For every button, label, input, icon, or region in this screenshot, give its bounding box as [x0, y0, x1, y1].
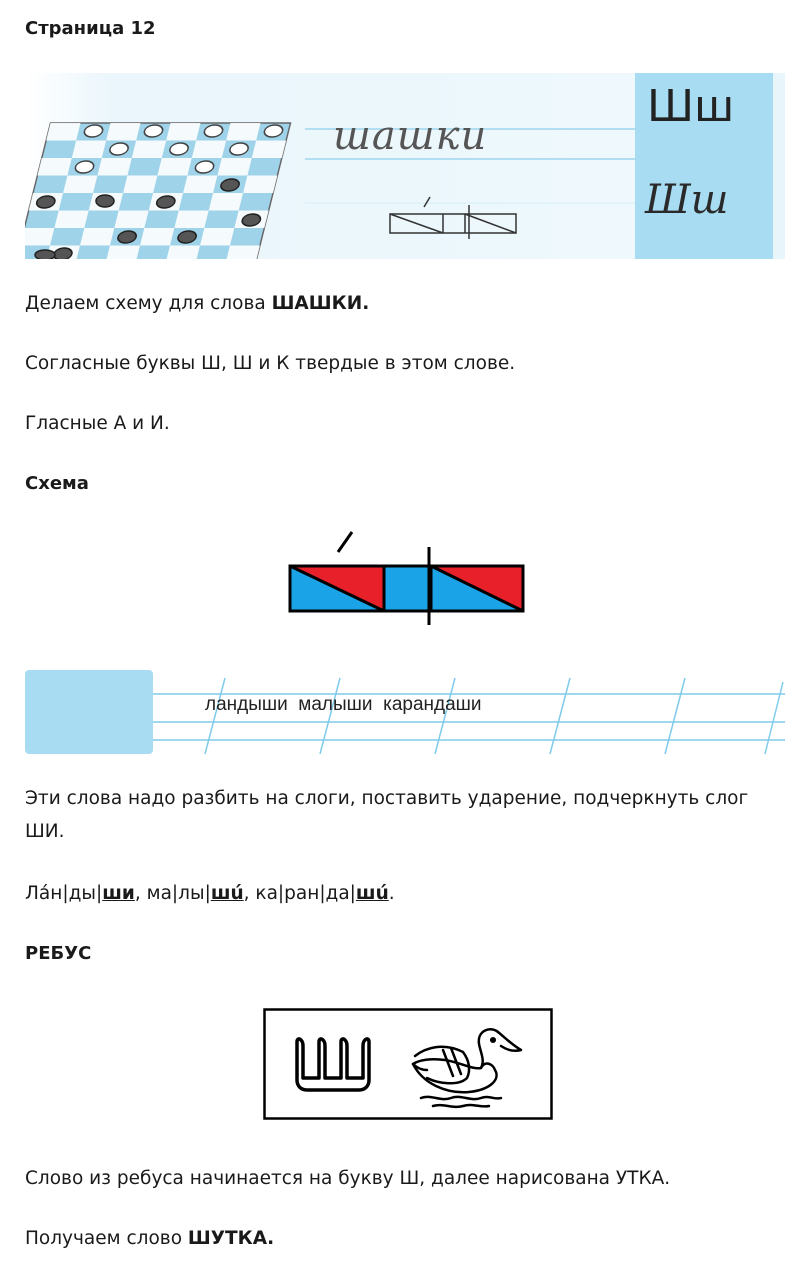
rebus-heading: РЕБУС: [25, 943, 92, 964]
schema-heading: Схема: [25, 473, 89, 494]
word-2-shi: шú: [210, 883, 244, 904]
paragraph-1-text: Делаем схему для слова: [25, 293, 272, 314]
period: .: [388, 883, 395, 904]
cursive-letters: Шш: [645, 177, 729, 223]
word-schema: [280, 525, 530, 630]
paragraph-4-line-2: ШИ.: [25, 821, 65, 842]
schema-middle-blue: [384, 566, 431, 611]
paragraph-6: [25, 1225, 274, 1253]
word-1-part: Ла́н|ды|: [25, 883, 103, 904]
word-3-part: ка|ран|да|: [255, 883, 356, 904]
paragraph-2: Согласные буквы Ш, Ш и К твердые в этом слове.: [25, 353, 516, 374]
word-2-part: ма|лы|: [146, 883, 211, 904]
textbook-banner-words: [25, 670, 785, 754]
paragraph-1-bold: ШАШКИ.: [271, 293, 370, 314]
paragraph-3: Гласные А и И.: [25, 413, 170, 434]
rebus-image: [263, 1008, 553, 1120]
paragraph-4-line-1: Эти слова надо разбить на слоги, поставить ударение, подчеркнуть слог: [25, 788, 749, 809]
word-1-shi: ши: [102, 883, 135, 904]
word-3-shi: шú: [355, 883, 389, 904]
paragraph-6-bold: ШУТКА.: [187, 1228, 275, 1249]
print-letters: Шш: [647, 81, 735, 132]
paragraph-1: [25, 290, 369, 318]
separator: ,: [243, 883, 256, 904]
cursive-word: шашки: [333, 113, 488, 159]
syllable-breakdown: [25, 880, 395, 908]
textbook-banner-shashki: [25, 73, 785, 259]
practice-words: ландыши малыши карандаши: [205, 694, 482, 715]
page-title: Страница 12: [25, 18, 156, 39]
paragraph-5: Слово из ребуса начинается на букву Ш, далее нарисована УТКА.: [25, 1168, 671, 1189]
paragraph-6-text: Получаем слово: [25, 1228, 188, 1249]
separator: ,: [134, 883, 147, 904]
